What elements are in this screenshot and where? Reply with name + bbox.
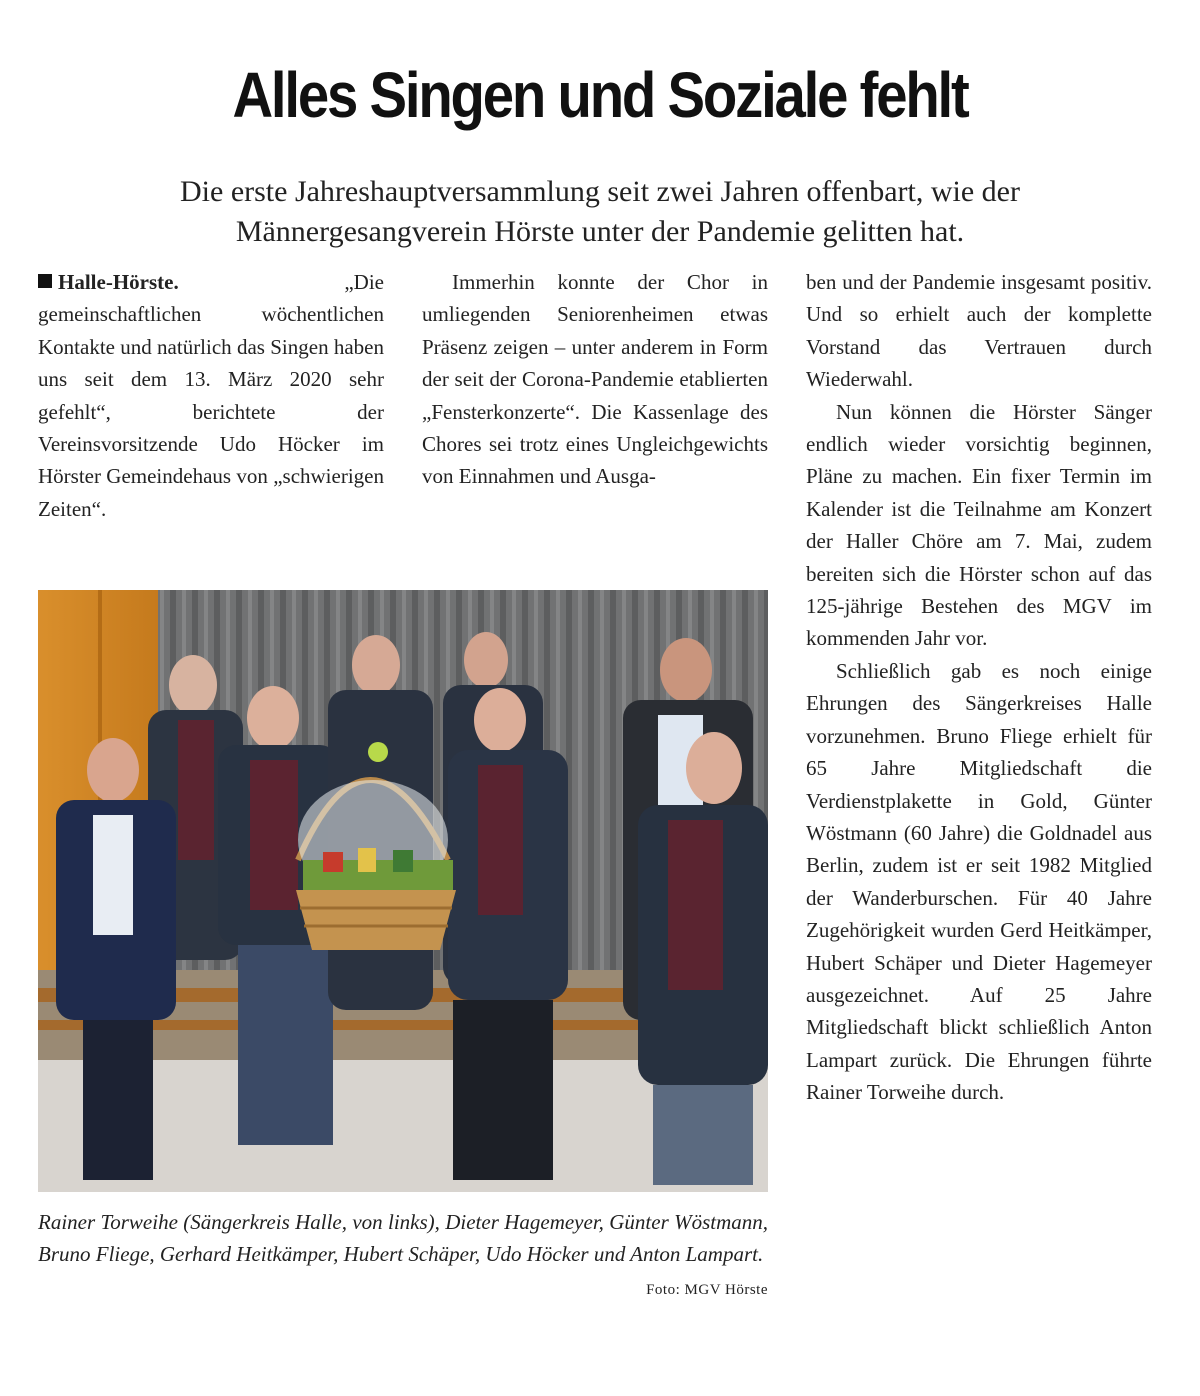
- article-column-1: [38, 266, 384, 525]
- group-photo: [38, 590, 768, 1192]
- article-column-3: [806, 266, 1152, 1109]
- photo-credit: Foto: MGV Hörste: [646, 1282, 768, 1298]
- paragraph-1-text: „Die gemeinschaftlichen wöchentlichen Kontakte und natürlich das Singen haben uns seit dem 13. März 2020 sehr gefehlt“, berichtete der Vereinsvorsitzende Udo Höcker im Hörster Gemeindehaus von „schwierigen Zeiten“.: [38, 270, 384, 521]
- article-paragraph-2: Immerhin konnte der Chor in umliegenden Seniorenheimen etwas Präsenz zeigen – unter anderem in Form der seit der Corona-Pandemie etablierten „Fensterkonzerte“. Die Kassenlage des Chores sei trotz eines Ungleichgewichts von Einnahmen und Ausga-: [422, 270, 768, 489]
- lead-marker-icon: [38, 274, 52, 288]
- caption-text: Rainer Torweihe (Sängerkreis Halle, von links), Dieter Hagemeyer, Günter Wöstmann, Bruno Fliege, Gerhard Heitkämper, Hubert Schäper, Udo Höcker und Anton Lampart.: [38, 1210, 768, 1266]
- subheadline: Die erste Jahreshauptversammlung seit zwei Jahren offenbart, wie der Männergesangverein Hörste unter der Pandemie gelitten hat.: [180, 175, 1020, 248]
- article-column-2: [422, 266, 768, 493]
- article-paragraph-4: Schließlich gab es noch einige Ehrungen des Sängerkreises Halle vorzunehmen. Bruno Fliege erhielt für 65 Jahre Mitgliedschaft die Verdienstplakette in Gold, Günter Wöstmann (60 Jahre) die Goldnadel aus Berlin, zudem ist er seit 1982 Mitglied der Wanderburschen. Für 40 Jahre Zugehörigkeit wurden Gerd Heitkämper, Hubert Schäper und Dieter Hagemeyer ausgezeichnet. Auf 25 Jahre Mitgliedschaft blickt schließlich Anton Lampart zurück. Die Ehrungen führte Rainer Torweihe durch.: [806, 658, 1152, 1105]
- article-paragraph-3: Nun können die Hörster Sänger endlich wieder vorsichtig beginnen, Pläne zu machen. Ein fixer Termin im Kalender ist die Teilnahme am Konzert der Haller Chöre am 7. Mai, zudem bereiten sich die Hörster schon auf das 125-jährige Bestehen des MGV im kommenden Jahr vor.: [806, 399, 1152, 651]
- dateline: Halle-Hörste.: [58, 270, 179, 294]
- headline: Alles Singen und Soziale fehlt: [232, 59, 968, 131]
- photo-caption: [38, 1206, 768, 1306]
- article-paragraph-1: [38, 266, 384, 525]
- article-paragraph-2-continued: ben und der Pandemie insgesamt positiv. Und so erhielt auch der komplette Vorstand das Vertrauen durch Wiederwahl.: [806, 270, 1152, 392]
